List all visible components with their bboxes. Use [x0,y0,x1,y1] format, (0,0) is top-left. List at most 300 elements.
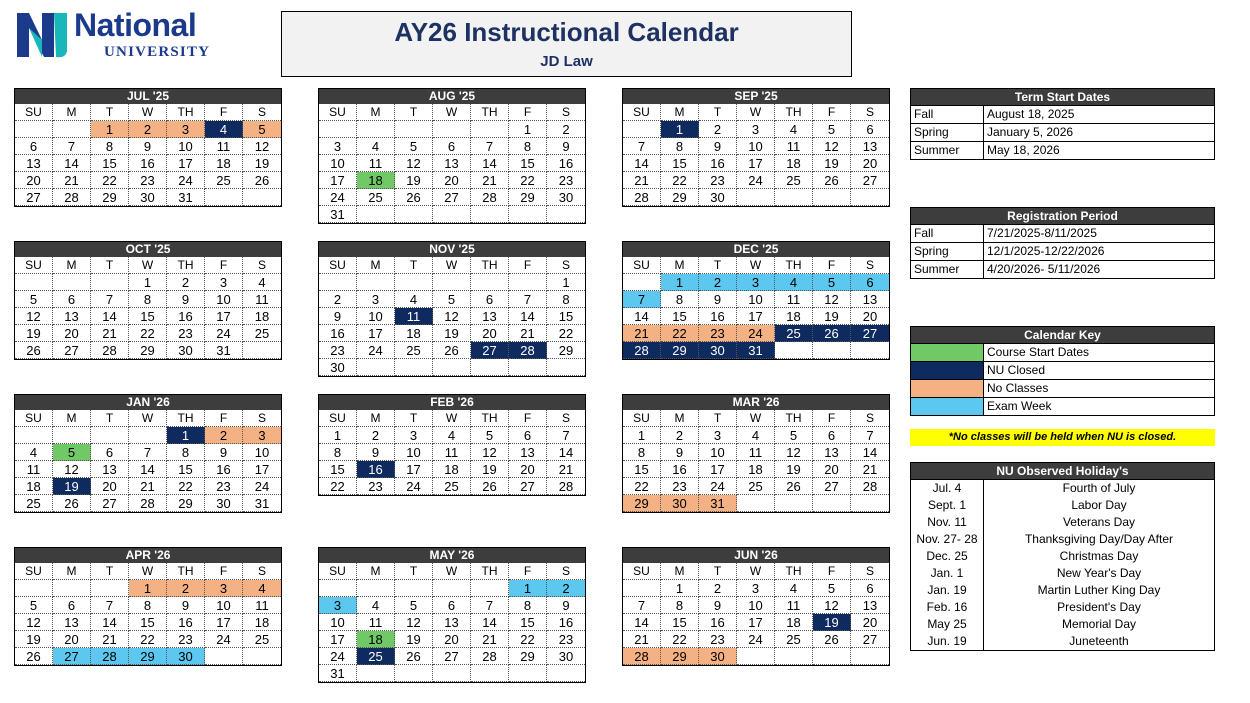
day-cell [433,121,471,138]
holiday-date: Dec. 25 [911,548,984,565]
day-cell [15,580,53,597]
day-header: S [547,410,585,427]
day-cell: 20 [851,614,889,631]
day-cell: 13 [509,444,547,461]
day-cell: 29 [661,189,699,206]
day-cell: 19 [813,308,851,325]
day-cell [395,359,433,376]
registration-date: 7/21/2025-8/11/2025 [987,226,1097,240]
day-cell [509,665,547,682]
day-cell: 7 [623,291,661,308]
day-cell: 18 [357,172,395,189]
month-10 [318,547,586,683]
month-title: APR '26 [15,548,281,563]
day-cell: 30 [547,648,585,665]
day-cell: 17 [205,308,243,325]
month-4 [318,241,586,377]
day-cell: 15 [129,614,167,631]
day-cell: 7 [623,597,661,614]
day-header: W [129,563,167,580]
term_start-row [911,105,1214,123]
day-header: F [509,563,547,580]
day-cell: 29 [129,342,167,359]
day-cell: 7 [509,291,547,308]
holiday-date: Nov. 11 [911,514,984,531]
day-cell [851,495,889,512]
day-cell: 24 [357,342,395,359]
day-cell: 8 [547,291,585,308]
day-cell: 10 [395,444,433,461]
registration-date: 4/20/2026- 5/11/2026 [987,262,1101,276]
day-cell: 14 [53,155,91,172]
day-cell: 3 [737,274,775,291]
key-row [911,379,1214,397]
day-cell: 25 [15,495,53,512]
day-cell: 12 [775,444,813,461]
day-cell: 18 [243,308,281,325]
day-cell: 26 [15,648,53,665]
day-cell: 25 [775,325,813,342]
day-cell: 15 [661,308,699,325]
day-cell: 11 [737,444,775,461]
day-cell [319,121,357,138]
day-cell: 3 [205,580,243,597]
day-header: F [205,563,243,580]
month-6 [14,394,282,513]
day-cell: 5 [813,121,851,138]
day-cell: 5 [471,427,509,444]
day-cell: 21 [851,461,889,478]
day-cell [433,274,471,291]
day-cell: 31 [167,189,205,206]
holiday-name: Martin Luther King Day [1037,583,1161,597]
day-header: SU [15,257,53,274]
day-cell: 28 [471,189,509,206]
day-header: S [547,257,585,274]
day-cell: 19 [53,478,91,495]
day-cell: 7 [129,444,167,461]
day-header: F [509,410,547,427]
holiday-name: Fourth of July [1062,481,1136,495]
day-cell: 13 [813,444,851,461]
day-cell: 11 [243,291,281,308]
day-header: F [813,563,851,580]
day-cell: 4 [243,274,281,291]
day-cell: 27 [471,342,509,359]
day-cell: 12 [471,444,509,461]
day-cell: 14 [471,614,509,631]
day-cell [433,580,471,597]
day-cell: 26 [15,342,53,359]
day-cell: 4 [243,580,281,597]
day-header: F [205,257,243,274]
day-header: W [737,563,775,580]
day-cell: 7 [471,597,509,614]
day-cell: 10 [167,138,205,155]
day-header: T [395,257,433,274]
day-cell: 13 [91,461,129,478]
day-cell [53,274,91,291]
holiday-row [911,531,1214,548]
day-cell: 28 [53,189,91,206]
month-8 [622,394,890,513]
day-cell: 23 [167,325,205,342]
day-cell: 26 [813,172,851,189]
registration-title: Registration Period [911,208,1214,224]
day-cell: 26 [775,478,813,495]
day-cell: 4 [357,138,395,155]
page-title: AY26 Instructional Calendar [394,17,739,47]
holiday-row [911,633,1214,650]
holiday-row [911,497,1214,514]
day-cell: 6 [851,274,889,291]
day-cell: 11 [357,155,395,172]
day-cell: 9 [699,138,737,155]
day-cell: 20 [509,461,547,478]
holiday-date: Jan. 1 [911,565,984,582]
day-cell: 2 [167,580,205,597]
day-cell: 29 [661,648,699,665]
day-header: W [737,257,775,274]
day-cell [53,427,91,444]
month-grid [319,563,585,682]
day-cell: 28 [851,478,889,495]
day-cell: 23 [319,342,357,359]
day-cell: 13 [433,155,471,172]
day-header: T [91,410,129,427]
day-header: TH [775,104,813,121]
day-cell: 10 [319,155,357,172]
nu-logo-icon [14,10,70,60]
day-cell [357,274,395,291]
day-header: SU [623,104,661,121]
day-cell [471,580,509,597]
day-cell: 12 [395,155,433,172]
day-cell: 24 [319,189,357,206]
day-cell: 5 [15,291,53,308]
day-cell: 9 [547,597,585,614]
day-cell: 24 [243,478,281,495]
day-header: M [357,104,395,121]
calendar-key-title: Calendar Key [911,327,1214,343]
day-cell [623,274,661,291]
day-cell [433,206,471,223]
day-cell: 19 [433,325,471,342]
key-row [911,343,1214,361]
day-cell [91,427,129,444]
day-cell: 13 [53,308,91,325]
day-cell: 30 [129,189,167,206]
day-cell: 19 [395,631,433,648]
day-cell: 2 [547,580,585,597]
day-cell [851,189,889,206]
day-cell: 14 [91,308,129,325]
day-cell: 7 [91,291,129,308]
day-cell: 24 [395,478,433,495]
day-cell: 26 [433,342,471,359]
day-cell: 2 [129,121,167,138]
day-cell: 13 [851,138,889,155]
day-cell: 6 [91,444,129,461]
holiday-name: Thanksgiving Day/Day After [1024,532,1174,546]
day-cell: 13 [851,291,889,308]
holiday-name: Juneteenth [1069,634,1129,648]
day-cell: 10 [737,138,775,155]
day-cell: 6 [53,291,91,308]
day-header: S [851,410,889,427]
day-cell: 28 [129,495,167,512]
day-cell: 15 [547,308,585,325]
day-cell [775,648,813,665]
day-header: M [661,563,699,580]
day-cell: 14 [509,308,547,325]
registration-date: 12/1/2025-12/22/2026 [987,244,1105,258]
day-cell: 20 [53,325,91,342]
day-cell [357,665,395,682]
day-cell [91,274,129,291]
day-cell: 29 [623,495,661,512]
day-cell: 22 [129,631,167,648]
day-header: SU [319,104,357,121]
day-cell [243,342,281,359]
day-cell: 25 [395,342,433,359]
day-cell: 25 [737,478,775,495]
day-cell [15,121,53,138]
day-cell: 24 [737,631,775,648]
day-cell: 11 [357,614,395,631]
day-header: M [53,257,91,274]
day-cell: 2 [205,427,243,444]
holiday-name: Memorial Day [1061,617,1136,631]
day-cell: 19 [813,155,851,172]
term_start-term: Summer [911,142,984,159]
day-cell: 8 [661,597,699,614]
day-cell: 28 [509,342,547,359]
day-header: W [129,410,167,427]
page-subtitle: JD Law [540,53,593,70]
month-grid [623,104,889,206]
day-cell: 25 [775,172,813,189]
day-cell: 16 [547,614,585,631]
day-cell [357,359,395,376]
day-cell: 30 [699,189,737,206]
holiday-date: Jan. 19 [911,582,984,599]
day-cell: 28 [623,189,661,206]
day-cell: 31 [699,495,737,512]
day-cell: 12 [53,461,91,478]
holiday-row [911,582,1214,599]
day-cell: 23 [205,478,243,495]
month-grid [15,257,281,359]
month-grid [623,257,889,359]
day-cell: 26 [243,172,281,189]
day-cell: 31 [319,206,357,223]
day-cell: 14 [623,155,661,172]
day-cell [547,359,585,376]
day-cell: 5 [775,427,813,444]
day-cell: 27 [15,189,53,206]
month-5 [622,241,890,360]
term-start-title: Term Start Dates [911,89,1214,105]
day-cell: 9 [357,444,395,461]
day-cell: 12 [813,597,851,614]
day-cell: 24 [737,325,775,342]
day-cell: 1 [661,121,699,138]
day-cell: 16 [661,461,699,478]
day-cell: 22 [661,172,699,189]
day-cell: 24 [737,172,775,189]
day-cell: 10 [319,614,357,631]
day-cell: 17 [243,461,281,478]
holiday-date: Nov. 27- 28 [911,531,984,548]
day-cell: 7 [53,138,91,155]
day-cell: 5 [395,597,433,614]
day-header: TH [775,563,813,580]
day-cell: 20 [15,172,53,189]
calendar-key-panel [910,326,1215,416]
day-cell: 20 [851,308,889,325]
day-cell: 5 [53,444,91,461]
registration-row [911,242,1214,260]
day-cell: 6 [53,597,91,614]
day-cell [547,665,585,682]
day-cell: 12 [395,614,433,631]
day-header: W [129,104,167,121]
day-header: M [357,257,395,274]
day-cell: 8 [167,444,205,461]
month-0 [14,88,282,207]
term_start-term: Spring [911,124,984,141]
day-cell: 4 [433,427,471,444]
day-cell: 23 [547,172,585,189]
day-cell: 3 [737,580,775,597]
month-title: FEB '26 [319,395,585,410]
day-cell: 23 [167,631,205,648]
day-header: S [851,563,889,580]
day-cell: 28 [547,478,585,495]
day-cell: 22 [319,478,357,495]
day-cell: 18 [395,325,433,342]
month-title: SEP '25 [623,89,889,104]
day-header: T [395,104,433,121]
day-cell: 27 [433,189,471,206]
day-cell: 20 [433,172,471,189]
day-cell: 27 [851,172,889,189]
holiday-name: New Year's Day [1056,566,1142,580]
day-cell: 29 [129,648,167,665]
day-cell: 27 [53,648,91,665]
day-cell: 21 [91,631,129,648]
day-cell: 9 [319,308,357,325]
month-title: NOV '25 [319,242,585,257]
day-cell: 19 [243,155,281,172]
day-cell: 1 [509,121,547,138]
day-header: S [243,563,281,580]
day-header: M [661,410,699,427]
day-cell: 26 [395,648,433,665]
key-label: Course Start Dates [987,345,1090,359]
day-cell: 31 [737,342,775,359]
day-cell: 3 [243,427,281,444]
term_start-date: May 18, 2026 [987,143,1060,157]
day-cell [471,359,509,376]
day-header: S [851,257,889,274]
day-cell: 21 [129,478,167,495]
day-cell: 11 [775,291,813,308]
day-header: F [205,104,243,121]
term_start-date: August 18, 2025 [987,107,1075,121]
day-cell: 16 [129,155,167,172]
key-swatch [911,398,984,415]
day-cell: 2 [357,427,395,444]
day-cell: 12 [243,138,281,155]
day-cell: 15 [661,614,699,631]
day-header: T [699,104,737,121]
day-header: S [547,563,585,580]
day-cell: 24 [319,648,357,665]
holiday-row [911,548,1214,565]
month-title: AUG '25 [319,89,585,104]
day-cell [737,495,775,512]
month-title: MAY '26 [319,548,585,563]
month-title: JUL '25 [15,89,281,104]
day-header: SU [623,563,661,580]
logo-subwordmark: UNIVERSITY [104,44,211,60]
day-cell [395,206,433,223]
day-cell [395,580,433,597]
day-header: F [813,410,851,427]
day-header: M [661,257,699,274]
holiday-row [911,599,1214,616]
day-header: M [53,104,91,121]
day-cell: 27 [851,631,889,648]
day-header: M [661,104,699,121]
day-cell: 8 [129,597,167,614]
day-cell: 17 [699,461,737,478]
month-title: OCT '25 [15,242,281,257]
day-cell [775,189,813,206]
day-cell: 5 [813,274,851,291]
day-header: TH [471,257,509,274]
day-header: T [395,563,433,580]
day-header: TH [167,410,205,427]
day-cell: 16 [167,308,205,325]
day-cell [205,189,243,206]
day-cell: 9 [129,138,167,155]
day-cell: 18 [15,478,53,495]
day-cell: 14 [623,308,661,325]
term_start-date: January 5, 2026 [987,125,1074,139]
day-cell: 2 [167,274,205,291]
day-cell [623,580,661,597]
day-cell: 16 [547,155,585,172]
day-cell [813,648,851,665]
day-cell: 24 [205,325,243,342]
day-header: T [91,563,129,580]
term_start-row [911,141,1214,159]
day-header: T [699,563,737,580]
day-cell: 4 [775,121,813,138]
month-11 [622,547,890,666]
day-cell: 16 [205,461,243,478]
day-header: TH [471,104,509,121]
key-swatch [911,362,984,379]
month-grid [15,563,281,665]
day-cell: 29 [509,189,547,206]
term_start-term: Fall [911,106,984,123]
day-cell: 27 [813,478,851,495]
day-cell: 7 [851,427,889,444]
